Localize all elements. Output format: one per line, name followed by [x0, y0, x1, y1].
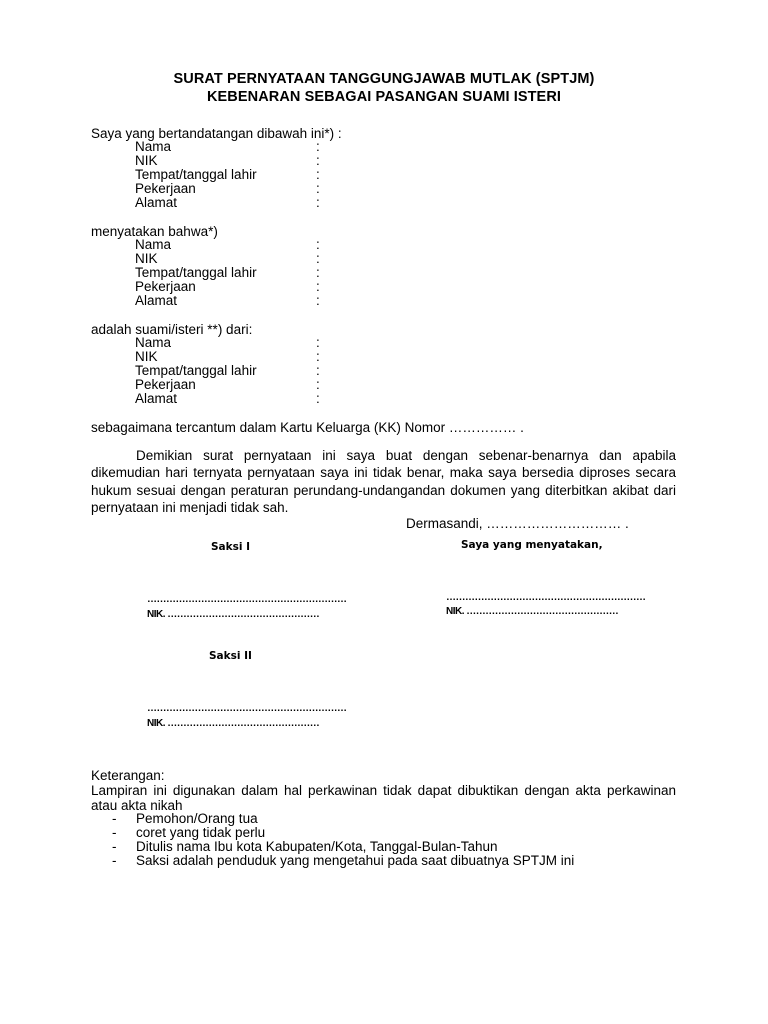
section1-field-nama	[135, 140, 335, 154]
field-colon: :	[316, 153, 320, 168]
declarant-label: Saya yang menyatakan,	[461, 539, 603, 551]
document-title-line2: KEBENARAN SEBAGAI PASANGAN SUAMI ISTERI	[206, 89, 562, 105]
list-item-text: coret yang tidak perlu	[136, 825, 266, 840]
place-date-line: Dermasandi, ………………………… .	[406, 516, 629, 531]
field-colon: :	[316, 391, 320, 406]
section3-field-pekerjaan	[135, 378, 335, 392]
field-colon: :	[316, 377, 320, 392]
saksi2-signature-line: ………………………………………………………	[147, 703, 347, 714]
field-label: Pekerjaan	[135, 377, 196, 392]
list-dash: -	[112, 839, 117, 854]
document-title-line1: SURAT PERNYATAAN TANGGUNGJAWAB MUTLAK (SPTJM)	[173, 71, 595, 87]
field-colon: :	[316, 237, 320, 252]
field-label: NIK	[135, 251, 158, 266]
section3-field-nama	[135, 336, 335, 350]
field-colon: :	[316, 363, 320, 378]
field-label: Tempat/tanggal lahir	[135, 167, 257, 182]
field-colon: :	[316, 181, 320, 196]
list-item-text: Ditulis nama Ibu kota Kabupaten/Kota, Tanggal-Bulan-Tahun	[136, 839, 498, 854]
list-dash: -	[112, 853, 117, 868]
field-colon: :	[316, 167, 320, 182]
field-label: Tempat/tanggal lahir	[135, 265, 257, 280]
kk-number-line: sebagaimana tercantum dalam Kartu Keluarga (KK) Nomor …………… .	[91, 420, 524, 435]
section2-field-alamat	[135, 294, 335, 308]
field-label: NIK	[135, 349, 158, 364]
saksi2-label: Saksi II	[209, 650, 252, 662]
section1-field-pekerjaan	[135, 182, 335, 196]
field-colon: :	[316, 335, 320, 350]
field-colon: :	[316, 265, 320, 280]
field-label: Alamat	[135, 391, 178, 406]
field-label: Pekerjaan	[135, 279, 196, 294]
list-item-text: Pemohon/Orang tua	[136, 811, 258, 826]
section3-field-nik	[135, 350, 335, 364]
section1-field-nik	[135, 154, 335, 168]
declarant-nik-line: NIK. …………………………………………	[446, 606, 619, 617]
saksi2-nik-line: NIK. …………………………………………	[147, 718, 320, 729]
section2-field-nik	[135, 252, 335, 266]
field-colon: :	[316, 195, 320, 210]
list-dash: -	[112, 825, 117, 840]
field-label: Alamat	[135, 293, 178, 308]
section2-field-nama	[135, 238, 335, 252]
section2-field-ttl	[135, 266, 335, 280]
field-label: NIK	[135, 153, 158, 168]
field-label: Tempat/tanggal lahir	[135, 363, 257, 378]
section1-field-ttl	[135, 168, 335, 182]
list-dash: -	[112, 811, 117, 826]
field-colon: :	[316, 293, 320, 308]
section3-field-ttl	[135, 364, 335, 378]
field-colon: :	[316, 279, 320, 294]
section1-field-alamat	[135, 196, 335, 210]
declarant-signature-line: ………………………………………………………	[446, 592, 646, 603]
saksi1-signature-line: ………………………………………………………	[147, 594, 347, 605]
section3-intro: adalah suami/isteri **) dari:	[91, 322, 253, 337]
field-colon: :	[316, 139, 320, 154]
field-label: Nama	[135, 335, 172, 350]
field-label: Nama	[135, 237, 172, 252]
keterangan-heading: Keterangan:	[91, 768, 165, 783]
list-item-text: Saksi adalah penduduk yang mengetahui pada saat dibuatnya SPTJM ini	[136, 853, 575, 868]
section3-field-alamat	[135, 392, 335, 406]
saksi1-label: Saksi I	[211, 541, 251, 553]
field-label: Pekerjaan	[135, 181, 196, 196]
field-label: Alamat	[135, 195, 178, 210]
section2-intro: menyatakan bahwa*)	[91, 224, 218, 239]
field-label: Nama	[135, 139, 172, 154]
field-colon: :	[316, 349, 320, 364]
field-colon: :	[316, 251, 320, 266]
section2-field-pekerjaan	[135, 280, 335, 294]
saksi1-nik-line: NIK. …………………………………………	[147, 609, 320, 620]
keterangan-text: Lampiran ini digunakan dalam hal perkawinan tidak dapat dibuktikan dengan akta perkawinan atau akta nikah	[91, 783, 676, 813]
section1-intro: Saya yang bertandatangan dibawah ini*) :	[91, 126, 342, 141]
statement-paragraph: Demikian surat pernyataan ini saya buat dengan sebenar-benarnya dan apabila dikemudian hari ternyata pernyataan saya ini tidak benar, maka saya bersedia diproses secara hukum sesuai dengan peraturan perundang-undangandan dokumen yang diterbitkan akibat dari pernyataan ini menjadi tidak sah.	[91, 448, 676, 515]
